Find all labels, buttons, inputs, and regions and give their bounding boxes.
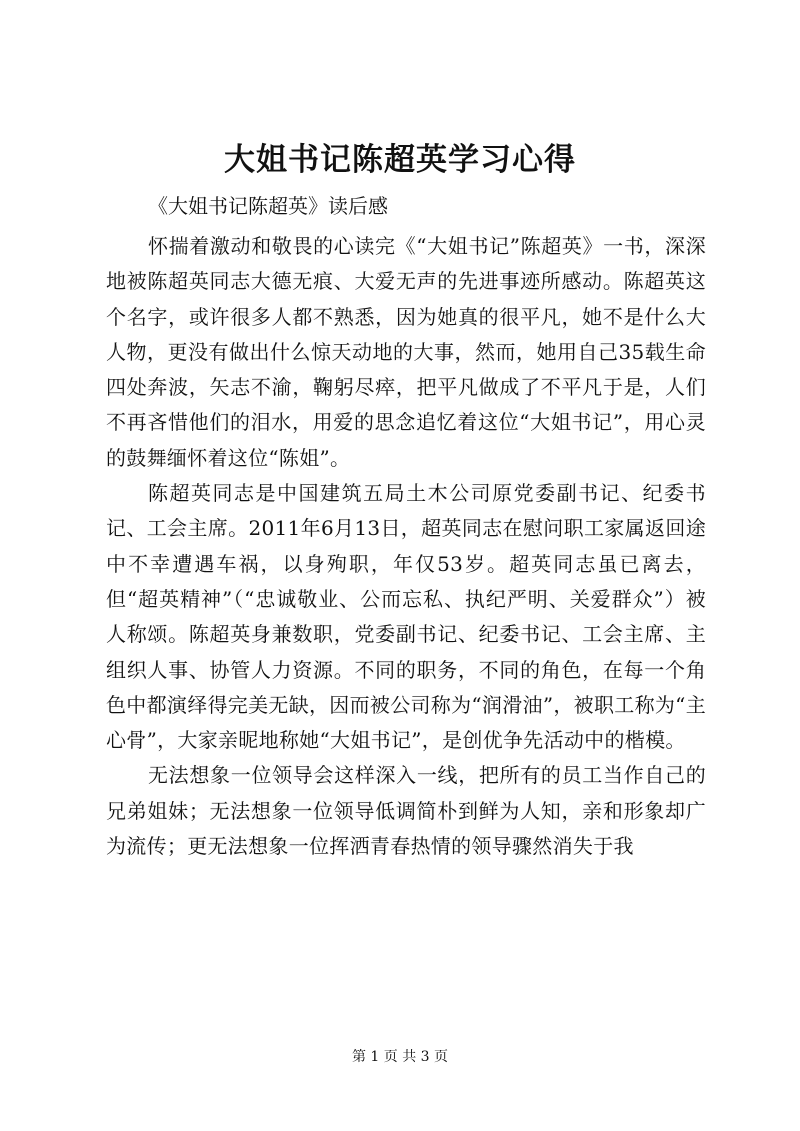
document-title: 大姐书记陈超英学习心得: [224, 142, 576, 178]
paragraph-3: 无法想象一位领导会这样深入一线，把所有的员工当作自己的兄弟姐妹；无法想象一位领导低调简朴到鲜为人知，亲和形象却广为流传；更无法想象一位挥洒青春热情的领导骤然消失于我: [106, 763, 706, 859]
page-footer: 第 1 页 共 3 页: [351, 1049, 449, 1065]
document-subtitle: 《大姐书记陈超英》读后感: [148, 194, 388, 218]
document-body: [106, 229, 706, 864]
paragraph-1: 怀揣着激动和敬畏的心读完《“大姐书记”陈超英》一书，深深地被陈超英同志大德无痕、大爱无声的先进事迹所感动。陈超英这个名字，或许很多人都不熟悉，因为她真的很平凡，她不是什么大人物，更没有做出什么惊天动地的大事，然而，她用自己35载生命四处奔波，矢志不渝，鞠躬尽瘁，把平凡做成了不平凡于是，人们不再吝惜他们的泪水，用爱的思念追忆着这位“大姐书记”，用心灵的鼓舞缅怀着这位“陈姐”。: [106, 234, 706, 470]
paragraph-2: 陈超英同志是中国建筑五局土木公司原党委副书记、纪委书记、工会主席。2011年6月13日，超英同志在慰问职工家属返回途中不幸遭遇车祸，以身殉职，年仅53岁。超英同志虽已离去，但“超英精神”（“忠诚敬业、公而忘私、执纪严明、关爱群众”）被人称颂。陈超英身兼数职，党委副书记、纪委书记、工会主席、主组织人事、协管人力资源。不同的职务，不同的角色，在每一个角色中都演绎得完美无缺，因而被公司称为“润滑油”，被职工称为“主心骨”，大家亲昵地称她“大姐书记”，是创优争先活动中的楷模。: [106, 481, 706, 753]
